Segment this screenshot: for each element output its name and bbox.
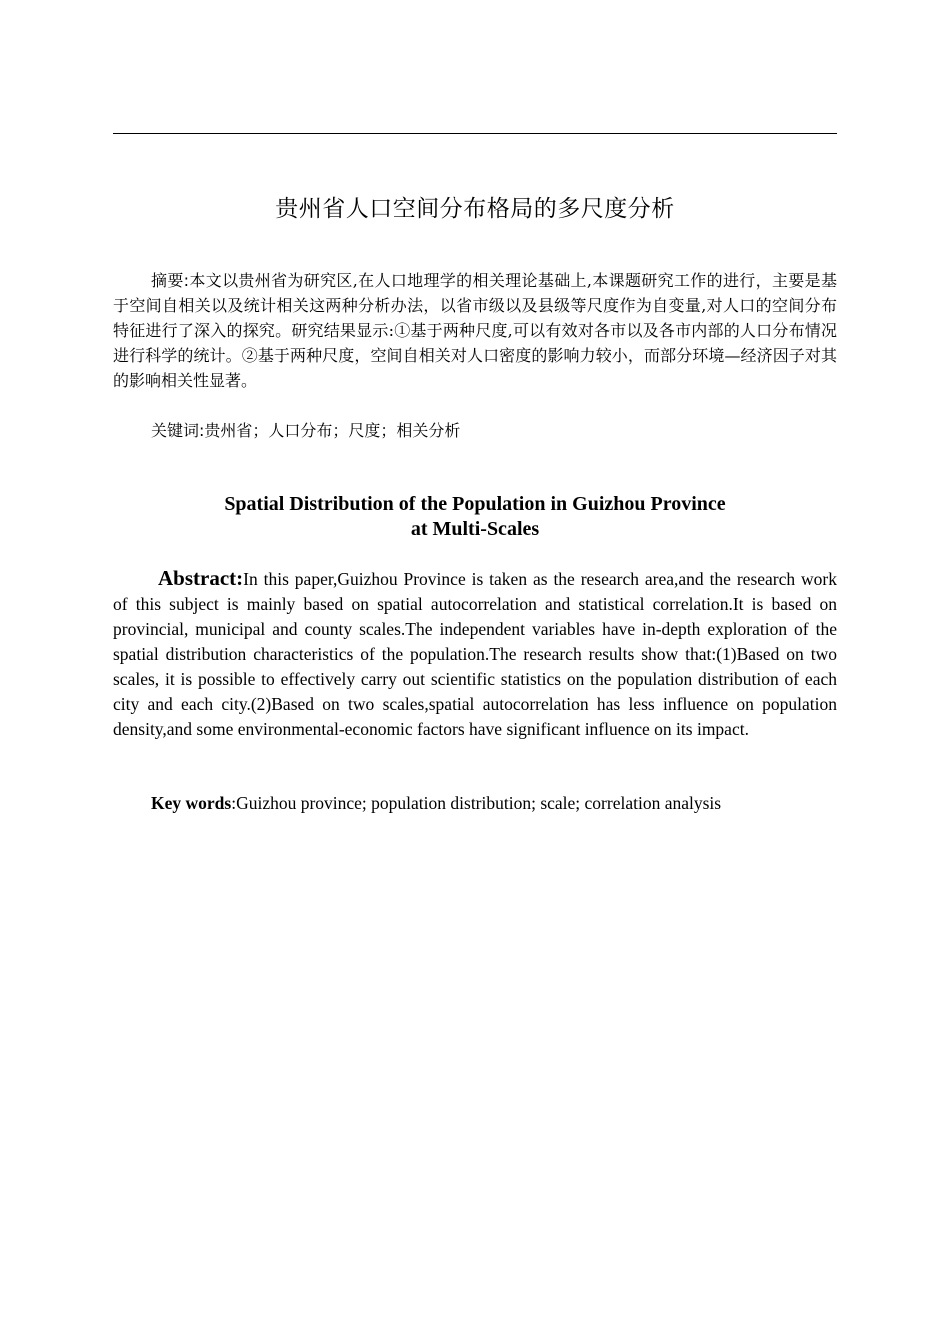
chinese-keywords — [151, 418, 837, 443]
english-title-line-2: at Multi-Scales — [410, 518, 540, 540]
header-rule — [113, 133, 837, 134]
english-keywords-label: Key words — [151, 793, 232, 813]
english-abstract — [113, 566, 837, 742]
chinese-abstract-label: 摘要: — [151, 271, 190, 290]
chinese-title: 贵州省人口空间分布格局的多尺度分析 — [275, 196, 675, 222]
english-keywords-text: :Guizhou province; population distribution; scale; correlation analysis — [231, 793, 722, 813]
chinese-keywords-label: 关键词: — [151, 421, 205, 440]
english-abstract-label: Abstract: — [158, 566, 244, 590]
english-title-line-1: Spatial Distribution of the Population in Guizhou Province — [224, 493, 726, 515]
chinese-abstract — [113, 268, 837, 393]
english-title — [113, 492, 837, 542]
chinese-keywords-text: 贵州省；人口分布；尺度；相关分析 — [204, 421, 461, 440]
english-keywords — [151, 791, 837, 816]
chinese-abstract-text: 本文以贵州省为研究区,在人口地理学的相关理论基础上,本课题研究工作的进行，主要是基于空间自相关以及统计相关这两种分析办法，以省市级以及县级等尺度作为自变量,对人口的空间分布特征进行了深入的探究。研究结果显示:①基于两种尺度,可以有效对各市以及各市内部的人口分布情况进行科学的统计。②基于两种尺度，空间自相关对人口密度的影响力较小，而部分环境—经济因子对其的影响相关性显著。 — [113, 271, 837, 390]
english-abstract-text: In this paper,Guizhou Province is taken as the research area,and the research work of this subject is mainly based on spatial autocorrelation and statistical correlation.It is based on provincial, municipal and county scales.The independent variables have in-depth exploration of the spatial distribution characteristics of the population.The research results show that:(1)Based on two scales, it is possible to effectively carry out scientific statistics on the population distribution of each city and each city.(2)Based on two scales,spatial autocorrelation has less influence on population density,and some environmental-economic factors have significant influence on its impact. — [113, 569, 837, 739]
